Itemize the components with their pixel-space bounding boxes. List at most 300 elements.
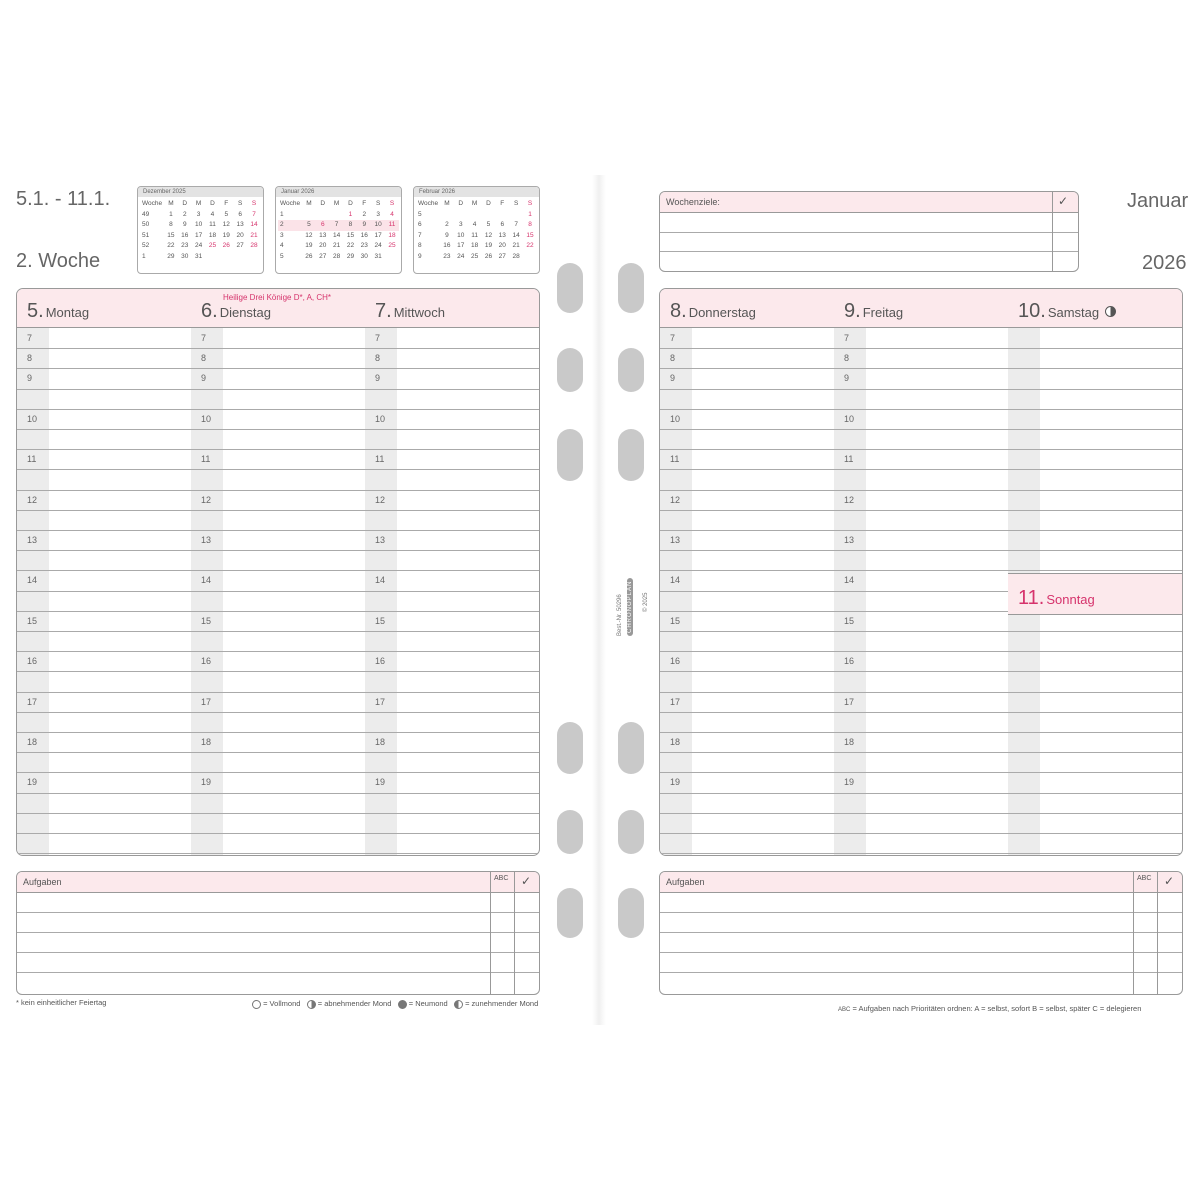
time-row[interactable] [17,651,191,672]
mini-calendar [137,186,264,274]
time-row[interactable] [1008,692,1182,713]
time-row[interactable] [365,793,539,814]
time-row[interactable] [834,368,1008,389]
order-number: Best.-Nr. 50296 [617,594,623,636]
mini-calendar-cell [233,252,247,263]
time-row[interactable] [834,348,1008,369]
mini-calendar-cell [206,252,220,263]
hour-label: 15 [375,615,386,626]
mini-calendar-cell: 12 [222,221,230,228]
time-row[interactable] [17,348,191,369]
time-row[interactable] [191,772,365,793]
time-row[interactable] [1008,429,1182,450]
mini-calendar-header-cell: D [458,200,464,207]
mini-calendar-title: Januar 2026 [276,187,401,197]
tasks-label: Aufgaben [23,877,62,887]
time-row[interactable] [365,469,539,490]
mini-calendar-cell: 13 [498,231,506,239]
time-row[interactable] [365,591,539,612]
hour-label: 9 [670,373,676,384]
hour-label: 15 [201,615,212,626]
mini-calendar-cell [385,252,399,263]
time-row[interactable] [834,510,1008,531]
hour-label: 18 [201,737,212,747]
time-row[interactable] [660,328,834,349]
day-name: Montag [45,305,90,320]
check-mark-icon: ✓ [1164,874,1175,888]
time-row[interactable] [1008,348,1182,369]
mini-calendar-cell: 28 [332,252,341,260]
mini-calendar-cell [523,252,537,263]
time-row[interactable] [365,692,539,713]
mini-calendar-title: Dezember 2025 [138,187,263,197]
time-row[interactable] [17,833,191,854]
mini-calendar-cell: 15 [346,231,355,239]
time-row[interactable] [1008,368,1182,389]
time-row[interactable] [365,671,539,692]
time-row[interactable] [660,389,834,410]
hour-label: 13 [844,535,855,545]
mini-calendar-cell: 11 [385,220,399,231]
time-row[interactable] [660,429,834,450]
time-row[interactable] [365,510,539,531]
time-row[interactable] [17,510,191,531]
time-row[interactable] [365,651,539,672]
time-row[interactable] [1008,550,1182,571]
time-row[interactable] [191,409,365,430]
time-row[interactable] [1008,328,1182,349]
hour-label: 16 [201,656,212,667]
time-row[interactable] [365,530,539,551]
day-column [17,289,192,855]
time-row[interactable] [660,510,834,531]
time-row[interactable] [191,651,365,672]
time-row[interactable] [17,692,191,713]
time-row[interactable] [660,570,834,591]
time-row[interactable] [191,692,365,713]
punch-hole [618,348,644,392]
hour-label: 7 [844,333,850,343]
time-row[interactable] [660,591,834,612]
time-row[interactable] [365,712,539,733]
mini-calendar-cell: 31 [194,252,203,260]
time-row[interactable] [660,611,834,632]
time-row[interactable] [660,712,834,733]
date-range: 5.1. - 11.1. [16,188,111,210]
time-row[interactable] [1008,671,1182,692]
mini-calendar-cell: 27 [319,252,327,260]
mini-calendar-cell: 12 [305,231,313,239]
tasks-label: Aufgaben [666,877,705,887]
time-row[interactable] [17,813,191,834]
day-header [834,289,1008,328]
time-row[interactable] [191,752,365,773]
time-row[interactable] [191,611,365,632]
time-row[interactable] [191,389,365,410]
mini-calendar-cell: 19 [222,231,230,239]
mini-calendar-cell: 9 [357,220,371,231]
mini-calendar-cell [330,210,344,221]
time-row[interactable] [17,409,191,430]
mini-calendar-cell: 51 [142,231,150,239]
time-row[interactable] [191,570,365,591]
time-row[interactable] [191,368,365,389]
waxing-moon-label: = zunehmender Mond [465,999,539,1008]
time-row[interactable] [834,692,1008,713]
mini-calendar-cell: 13 [319,231,327,239]
mini-calendar-header-cell: M [195,200,202,207]
day-name: Samstag [1047,305,1100,320]
time-row[interactable] [660,409,834,430]
mini-calendar-header-cell: S [237,200,243,207]
time-row[interactable] [834,732,1008,753]
hour-label: 7 [201,333,207,343]
time-row[interactable] [17,570,191,591]
time-row[interactable] [365,732,539,753]
day-header [660,289,834,328]
time-row[interactable] [1008,631,1182,652]
hour-label: 10 [844,413,855,424]
mini-calendar-cell: 25 [470,252,479,260]
new-moon-icon [398,1000,407,1009]
mini-calendar-cell: 8 [169,221,173,228]
abc-label: ABC [1137,875,1152,882]
mini-calendar-cell: 11 [209,221,216,228]
time-row[interactable] [17,611,191,632]
time-row[interactable] [660,530,834,551]
mini-calendar-cell: 31 [374,252,382,260]
mini-calendar [275,186,402,274]
mini-calendar-cell: 21 [250,231,258,239]
mini-calendar-cell: 6 [418,221,422,228]
hour-label: 9 [375,373,381,384]
mini-calendar-cell [316,210,330,221]
time-row[interactable] [834,409,1008,430]
hour-label: 14 [201,575,212,586]
hour-label: 13 [27,535,38,545]
time-row[interactable] [17,772,191,793]
hour-label: 12 [670,494,681,505]
hour-label: 7 [375,333,381,343]
mini-calendar-grid [278,199,399,262]
mini-calendar-cell: 5 [280,252,284,260]
time-row[interactable] [17,389,191,410]
time-row[interactable] [660,348,834,369]
mini-calendar-cell: 22 [167,242,175,249]
time-row[interactable] [365,550,539,571]
time-row[interactable] [365,328,539,349]
time-row[interactable] [1008,752,1182,773]
hour-label: 8 [375,353,381,364]
time-row[interactable] [191,530,365,551]
day-number-value: 10. [1018,300,1046,322]
day-number-value: 7. [375,300,392,322]
day-column [660,289,835,855]
mini-calendar-cell: 25 [208,242,217,249]
time-row[interactable] [834,429,1008,450]
time-row[interactable] [834,813,1008,834]
time-row[interactable] [191,631,365,652]
hour-label: 9 [201,373,207,384]
time-row[interactable] [191,712,365,733]
mini-calendar-cell: 2 [362,210,367,218]
time-row[interactable] [191,732,365,753]
punch-hole [618,888,644,938]
time-row[interactable] [365,449,539,470]
mini-calendar-cell: 28 [512,252,520,260]
sunday-name: Sonntag [1046,592,1095,607]
mini-calendar-cell: 2 [445,221,449,228]
time-row[interactable] [660,752,834,773]
mini-calendar-cell: 4 [280,242,284,249]
mini-calendar-cell: 24 [374,242,382,249]
time-row[interactable] [1008,813,1182,834]
mini-calendar-cell: 13 [236,221,244,228]
mini-calendar-cell: 23 [360,242,368,249]
hour-label: 8 [844,353,850,364]
time-row[interactable] [365,772,539,793]
time-row[interactable] [191,328,365,349]
mini-calendar-cell: 20 [498,242,506,249]
time-row[interactable] [365,570,539,591]
time-row[interactable] [17,328,191,349]
waning-moon-icon [307,1000,316,1009]
time-row[interactable] [1008,389,1182,410]
time-row[interactable] [834,530,1008,551]
time-row[interactable] [1008,409,1182,430]
time-row[interactable] [1008,712,1182,733]
time-row[interactable] [1008,772,1182,793]
time-row[interactable] [365,813,539,834]
time-row[interactable] [17,530,191,551]
time-row[interactable] [834,591,1008,612]
time-row[interactable] [1008,793,1182,814]
time-row[interactable] [834,550,1008,571]
time-row[interactable] [191,813,365,834]
time-row[interactable] [17,732,191,753]
time-row[interactable] [17,591,191,612]
mini-calendar-header-cell: D [182,200,188,207]
time-row[interactable] [191,429,365,450]
mini-calendar-cell: 27 [498,252,506,260]
day-header [1008,289,1182,328]
time-row[interactable] [1008,469,1182,490]
time-row[interactable] [17,671,191,692]
mini-calendar-header-cell: D [348,200,353,207]
time-row[interactable] [17,490,191,511]
day-header [191,289,365,328]
punch-hole [557,810,583,854]
mini-calendar-header-cell: M [444,200,450,207]
check-mark-icon: ✓ [1058,194,1069,208]
mini-calendar-cell: 9 [182,221,187,228]
time-row[interactable] [365,389,539,410]
time-row[interactable] [365,490,539,511]
mini-calendar-cell: 26 [305,252,313,260]
time-row[interactable] [17,429,191,450]
mini-calendar-cell: 25 [388,242,396,249]
hour-label: 15 [844,615,855,626]
mini-calendar-cell: 9 [418,252,422,260]
time-row[interactable] [365,833,539,854]
time-row[interactable] [660,772,834,793]
time-row[interactable] [17,469,191,490]
time-row[interactable] [365,631,539,652]
day-name: Dienstag [219,305,271,320]
punch-hole [557,888,583,938]
mini-calendar-cell: 50 [142,221,150,228]
mini-calendar-cell: 10 [371,220,385,231]
time-row[interactable] [834,651,1008,672]
hour-label: 14 [670,575,681,586]
time-row[interactable] [17,793,191,814]
time-row[interactable] [660,449,834,470]
time-row[interactable] [834,752,1008,773]
mini-calendar-header-cell: Woche [142,200,163,207]
time-row[interactable] [660,368,834,389]
time-row[interactable] [191,550,365,571]
time-row[interactable] [660,651,834,672]
time-row[interactable] [1008,530,1182,551]
day-column [365,289,539,855]
time-row[interactable] [834,833,1008,854]
hour-label: 17 [844,696,855,707]
month-title: Januar [1127,190,1189,212]
time-row[interactable] [17,368,191,389]
time-row[interactable] [660,833,834,854]
time-row[interactable] [660,550,834,571]
day-number [375,300,445,323]
mini-calendar-cell: 30 [181,252,189,260]
right-tasks-box [659,871,1183,995]
mini-calendar-header-cell: F [500,200,505,207]
mini-calendar-cell: 6 [238,210,242,218]
time-row[interactable] [17,449,191,470]
time-row[interactable] [191,591,365,612]
time-row[interactable] [1008,732,1182,753]
time-row[interactable] [191,510,365,531]
time-row[interactable] [660,793,834,814]
day-header [365,289,539,328]
time-row[interactable] [191,348,365,369]
time-row[interactable] [191,793,365,814]
time-row[interactable] [660,469,834,490]
page-spine [592,175,606,1025]
day-name: Freitag [862,305,904,320]
time-row[interactable] [660,631,834,652]
time-row[interactable] [365,429,539,450]
time-row[interactable] [834,449,1008,470]
time-row[interactable] [1008,651,1182,672]
mini-calendar-cell: 18 [388,231,396,239]
time-row[interactable] [191,671,365,692]
time-row[interactable] [834,490,1008,511]
hour-label: 19 [844,777,855,788]
time-row[interactable] [365,611,539,632]
mini-calendar-cell: 8 [418,242,422,249]
time-row[interactable] [834,570,1008,591]
hour-label: 9 [844,373,850,384]
punch-hole [618,429,644,481]
time-row[interactable] [1008,449,1182,470]
mini-calendar-cell: 24 [457,252,465,260]
time-row[interactable] [191,469,365,490]
mini-calendar-cell: 4 [390,210,394,218]
mini-calendar-cell: 23 [443,252,451,260]
time-row[interactable] [1008,490,1182,511]
time-row[interactable] [191,833,365,854]
hour-label: 7 [27,333,33,343]
mini-calendar-cell: 7 [514,221,518,228]
time-row[interactable] [1008,833,1182,854]
time-row[interactable] [834,712,1008,733]
time-row[interactable] [834,328,1008,349]
time-row[interactable] [17,550,191,571]
time-row[interactable] [834,469,1008,490]
mini-calendar-cell: 14 [332,231,341,239]
hour-label: 14 [27,575,38,586]
time-row[interactable] [365,368,539,389]
hour-label: 17 [201,696,212,707]
time-row[interactable] [834,631,1008,652]
time-row[interactable] [17,712,191,733]
day-number-value: 5. [27,300,44,322]
full-moon-icon [252,1000,261,1009]
time-row[interactable] [660,490,834,511]
time-row[interactable] [365,752,539,773]
mini-calendar-cell: 16 [360,231,368,239]
time-row[interactable] [660,813,834,834]
mini-calendar-cell: 3 [458,221,463,228]
time-row[interactable] [660,692,834,713]
time-row[interactable] [365,409,539,430]
mini-calendar-cell: 28 [250,242,258,249]
mini-calendar-cell: 21 [512,242,520,249]
mini-calendar-cell: 22 [346,242,355,249]
hour-label: 11 [375,454,385,465]
hour-label: 19 [201,777,212,788]
time-row[interactable] [191,449,365,470]
time-row[interactable] [834,389,1008,410]
mini-calendar-cell: 18 [208,231,217,239]
mini-calendar-header-cell: Woche [418,200,439,207]
copyright-text: © 2025 [643,592,649,612]
hour-label: 19 [375,777,386,788]
time-row[interactable] [834,793,1008,814]
time-row[interactable] [17,752,191,773]
time-row[interactable] [660,671,834,692]
time-row[interactable] [1008,510,1182,531]
time-row[interactable] [191,490,365,511]
day-number-value: 6. [201,300,218,322]
hour-label: 11 [670,454,680,465]
time-row[interactable] [834,772,1008,793]
hour-label: 10 [375,413,386,424]
mini-calendar-cell: 19 [305,242,313,249]
mini-calendar-cell: 1 [528,210,532,218]
time-row[interactable] [834,611,1008,632]
time-row[interactable] [17,631,191,652]
time-row[interactable] [365,348,539,369]
mini-calendar-header-cell: D [320,200,326,207]
hour-label: 8 [27,353,33,364]
mini-calendar-cell [482,210,496,221]
time-row[interactable] [660,732,834,753]
mini-calendar-header-cell: S [251,200,257,207]
time-row[interactable] [834,671,1008,692]
weekly-goals-label: Wochenziele: [666,197,720,207]
mini-calendar-cell: 21 [332,242,341,249]
